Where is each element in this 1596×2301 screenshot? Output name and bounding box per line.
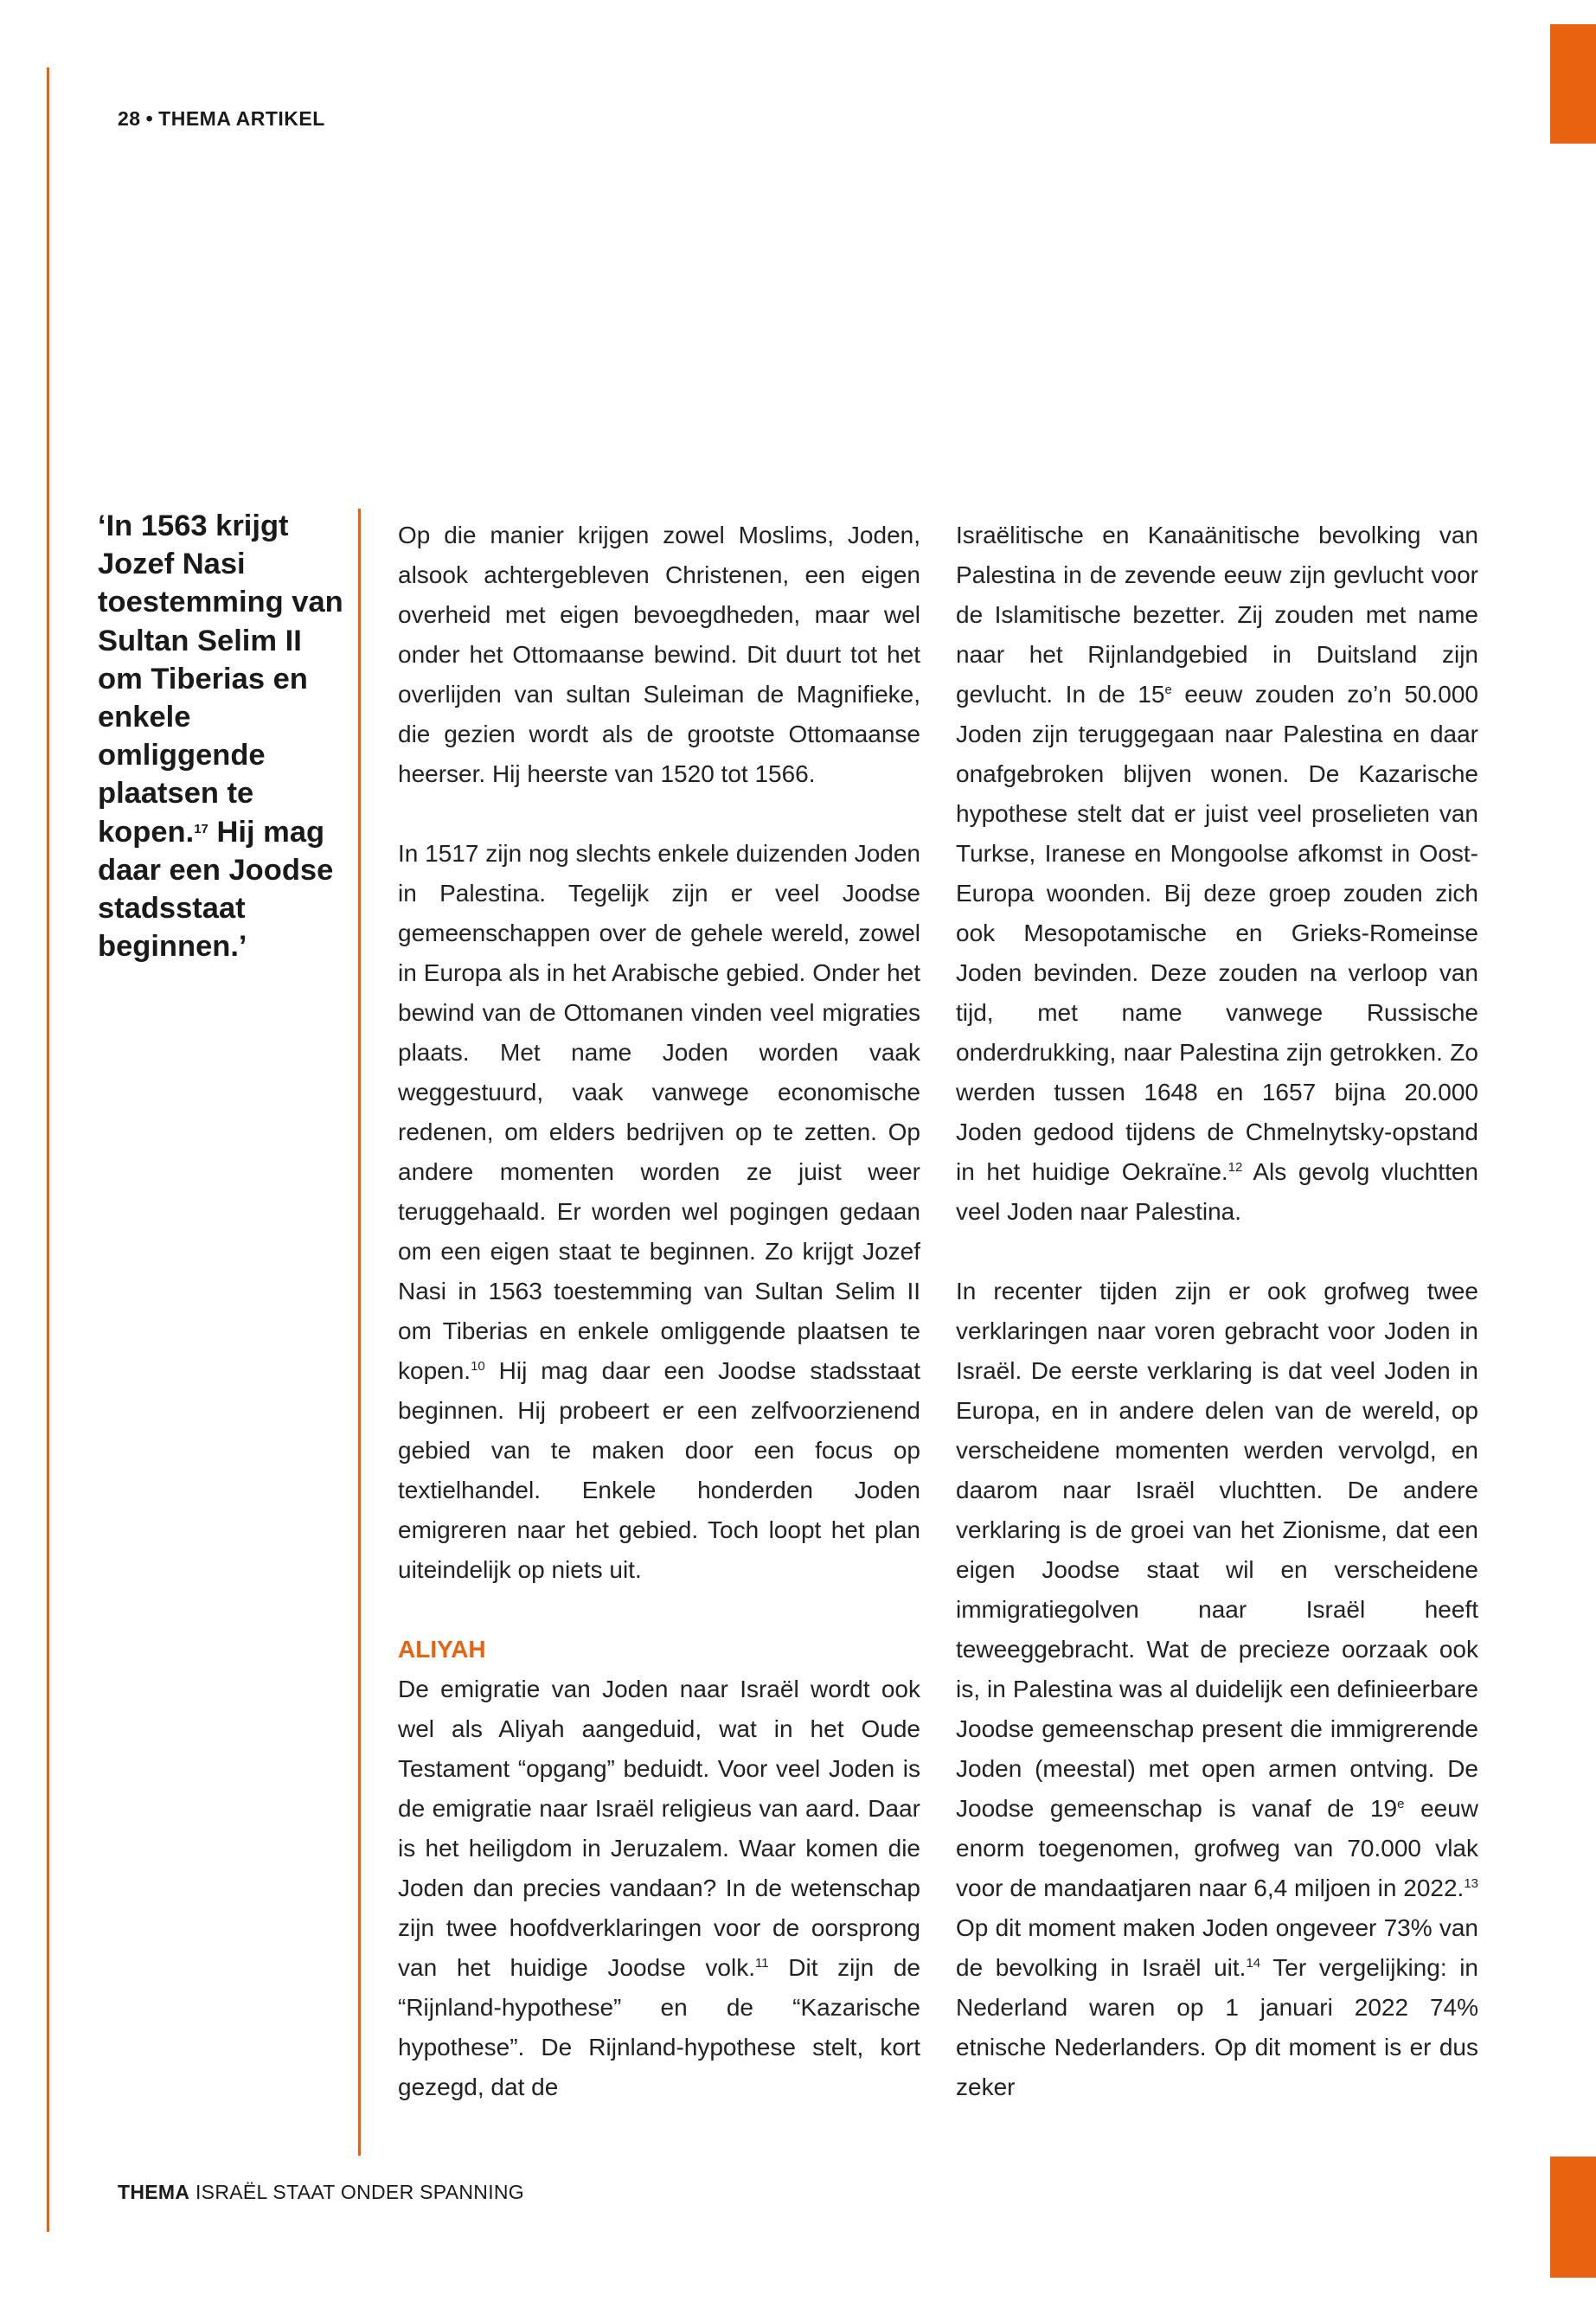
article-column-2 [956, 516, 1478, 2107]
superscript: e [1397, 1797, 1405, 1811]
pullquote-divider [358, 509, 361, 2156]
paragraph-text: In 1517 zijn nog slechts enkele duizenden Joden in Palestina. Tegelijk zijn er veel Joodse gemeenschappen over de gehele wereld, zowel in Europa als in het Arabische gebied. Onder het bewind van de Ottomanen vinden veel migraties plaats. Met name Joden worden vaak weggestuurd, vaak vanwege economische redenen, om elders bedrijven op te zetten. Op andere momenten worden ze juist weer teruggehaald. Er worden wel pogingen gedaan om een eigen staat te beginnen. Zo krijgt Jozef Nasi in 1563 toestemming van Sultan Selim II om Tiberias en enkele omliggende plaatsen te kopen. [398, 840, 920, 1384]
paragraph [398, 834, 920, 1590]
footer-title: ISRAËL STAAT ONDER SPANNING [195, 2181, 524, 2203]
article-column-1 [398, 516, 920, 2107]
page-number: 28 [118, 107, 141, 130]
pullquote-text-2: Hij mag daar een Joodse stadsstaat beginnen.’ [98, 815, 334, 964]
page-footer [118, 2181, 524, 2204]
section-label: THEMA ARTIKEL [158, 107, 325, 130]
pullquote-text: ‘In 1563 krijgt Jozef Nasi toestemming van Sultan Selim II om Tiberias en enkele omliggende plaatsen te kopen. [98, 510, 343, 849]
footnote-ref: 10 [471, 1359, 485, 1374]
footnote-ref: 14 [1246, 1956, 1261, 1971]
paragraph [398, 1670, 920, 2107]
paragraph-text: Hij mag daar een Joodse stadsstaat beginnen. Hij probeert er een zelfvoorzienend gebied van te maken door een focus op textielhandel. Enkele honderden Joden emigreren naar het gebied. Toch loopt het plan uiteindelijk op niets uit. [398, 1357, 920, 1583]
paragraph-text: Als gevolg vluchtten veel Joden naar Palestina. [956, 1158, 1478, 1225]
paragraph-text: De emigratie van Joden naar Israël wordt ook wel als Aliyah aangeduid, wat in het Oude Testament “opgang” beduidt. Voor veel Joden is de emigratie naar Israël religieus van aard. Daar is het heiligdom in Jeruzalem. Waar komen die Joden dan precies vandaan? In de wetenschap zijn twee hoofdverklaringen voor de oorsprong van het huidige Joodse volk. [398, 1676, 920, 1981]
paragraph: Op die manier krijgen zowel Moslims, Joden, alsook achtergebleven Christenen, een eigen overheid met eigen bevoegdheden, maar wel onder het Ottomaanse bewind. Dit duurt tot het overlijden van sultan Suleiman de Magnifieke, die gezien wordt als de grootste Ottomaanse heerser. Hij heerste van 1520 tot 1566. [398, 522, 920, 787]
paragraph [956, 516, 1478, 1232]
footnote-ref: 11 [754, 1956, 769, 1971]
paragraph-text: Israëlitische en Kanaänitische bevolking van Palestina in de zevende eeuw zijn gevlucht voor de Islamitische bezetter. Zij zouden met name naar het Rijnlandgebied in Duitsland zijn gevlucht. In de 15 [956, 522, 1478, 708]
orange-edge-tab-top [1550, 24, 1596, 144]
page-header [118, 107, 325, 131]
paragraph-text: Dit zijn de “Rijnland-hypothese” en de “Kazarische hypothese”. De Rijnland-hypothese stelt, kort gezegd, dat de [398, 1954, 920, 2100]
header-separator: • [145, 107, 154, 130]
pullquote [98, 507, 349, 965]
pullquote-footnote: 17 [194, 821, 208, 836]
paragraph-text: Ter vergelijking: in Nederland waren op 1 januari 2022 74% etnische Nederlanders. Op dit moment is er dus zeker [956, 1954, 1478, 2100]
paragraph-text: In recenter tijden zijn er ook grofweg twee verklaringen naar voren gebracht voor Joden in Israël. De eerste verklaring is dat veel Joden in Europa, en in andere delen van de wereld, op verscheidene momenten werden vervolgd, en daarom naar Israël vluchtten. De andere verklaring is de groei van het Zionisme, dat een eigen Joodse staat wil en verscheidene immigratiegolven naar Israël heeft teweeggebracht. Wat de precieze oorzaak ook is, in Palestina was al duidelijk een definieerbare Joodse gemeenschap present die immigrerende Joden (meestal) met open armen ontving. De Joodse gemeenschap is vanaf de 19 [956, 1278, 1478, 1822]
paragraph-text: eeuw zouden zo’n 50.000 Joden zijn teruggegaan naar Palestina en daar onafgebroken blijven wonen. De Kazarische hypothese stelt dat er juist veel proselieten van Turkse, Iranese en Mongoolse afkomst in Oost-Europa woonden. Bij deze groep zouden zich ook Mesopotamische en Grieks-Romeinse Joden bevinden. Deze zouden na verloop van tijd, met name vanwege Russische onderdrukking, naar Palestina zijn getrokken. Zo werden tussen 1648 en 1657 bijna 20.000 Joden gedood tijdens de Chmelnytsky-opstand in het huidige Oekraïne. [956, 681, 1478, 1185]
footer-brand: THEMA [118, 2181, 190, 2203]
paragraph-text: Op dit moment maken Joden ongeveer 73% van de bevolking in Israël uit. [956, 1914, 1478, 1981]
paragraph [956, 1272, 1478, 2107]
footnote-ref: 12 [1227, 1160, 1243, 1175]
superscript: e [1164, 683, 1172, 697]
section-heading: ALIYAH [398, 1636, 486, 1663]
orange-edge-tab-bottom [1550, 2157, 1596, 2278]
paragraph-text: eeuw enorm toegenomen, grofweg van 70.000 vlak voor de mandaatjaren naar 6,4 miljoen in 2022. [956, 1795, 1479, 1901]
footnote-ref: 13 [1464, 1876, 1478, 1891]
left-margin-rule [47, 67, 49, 2232]
